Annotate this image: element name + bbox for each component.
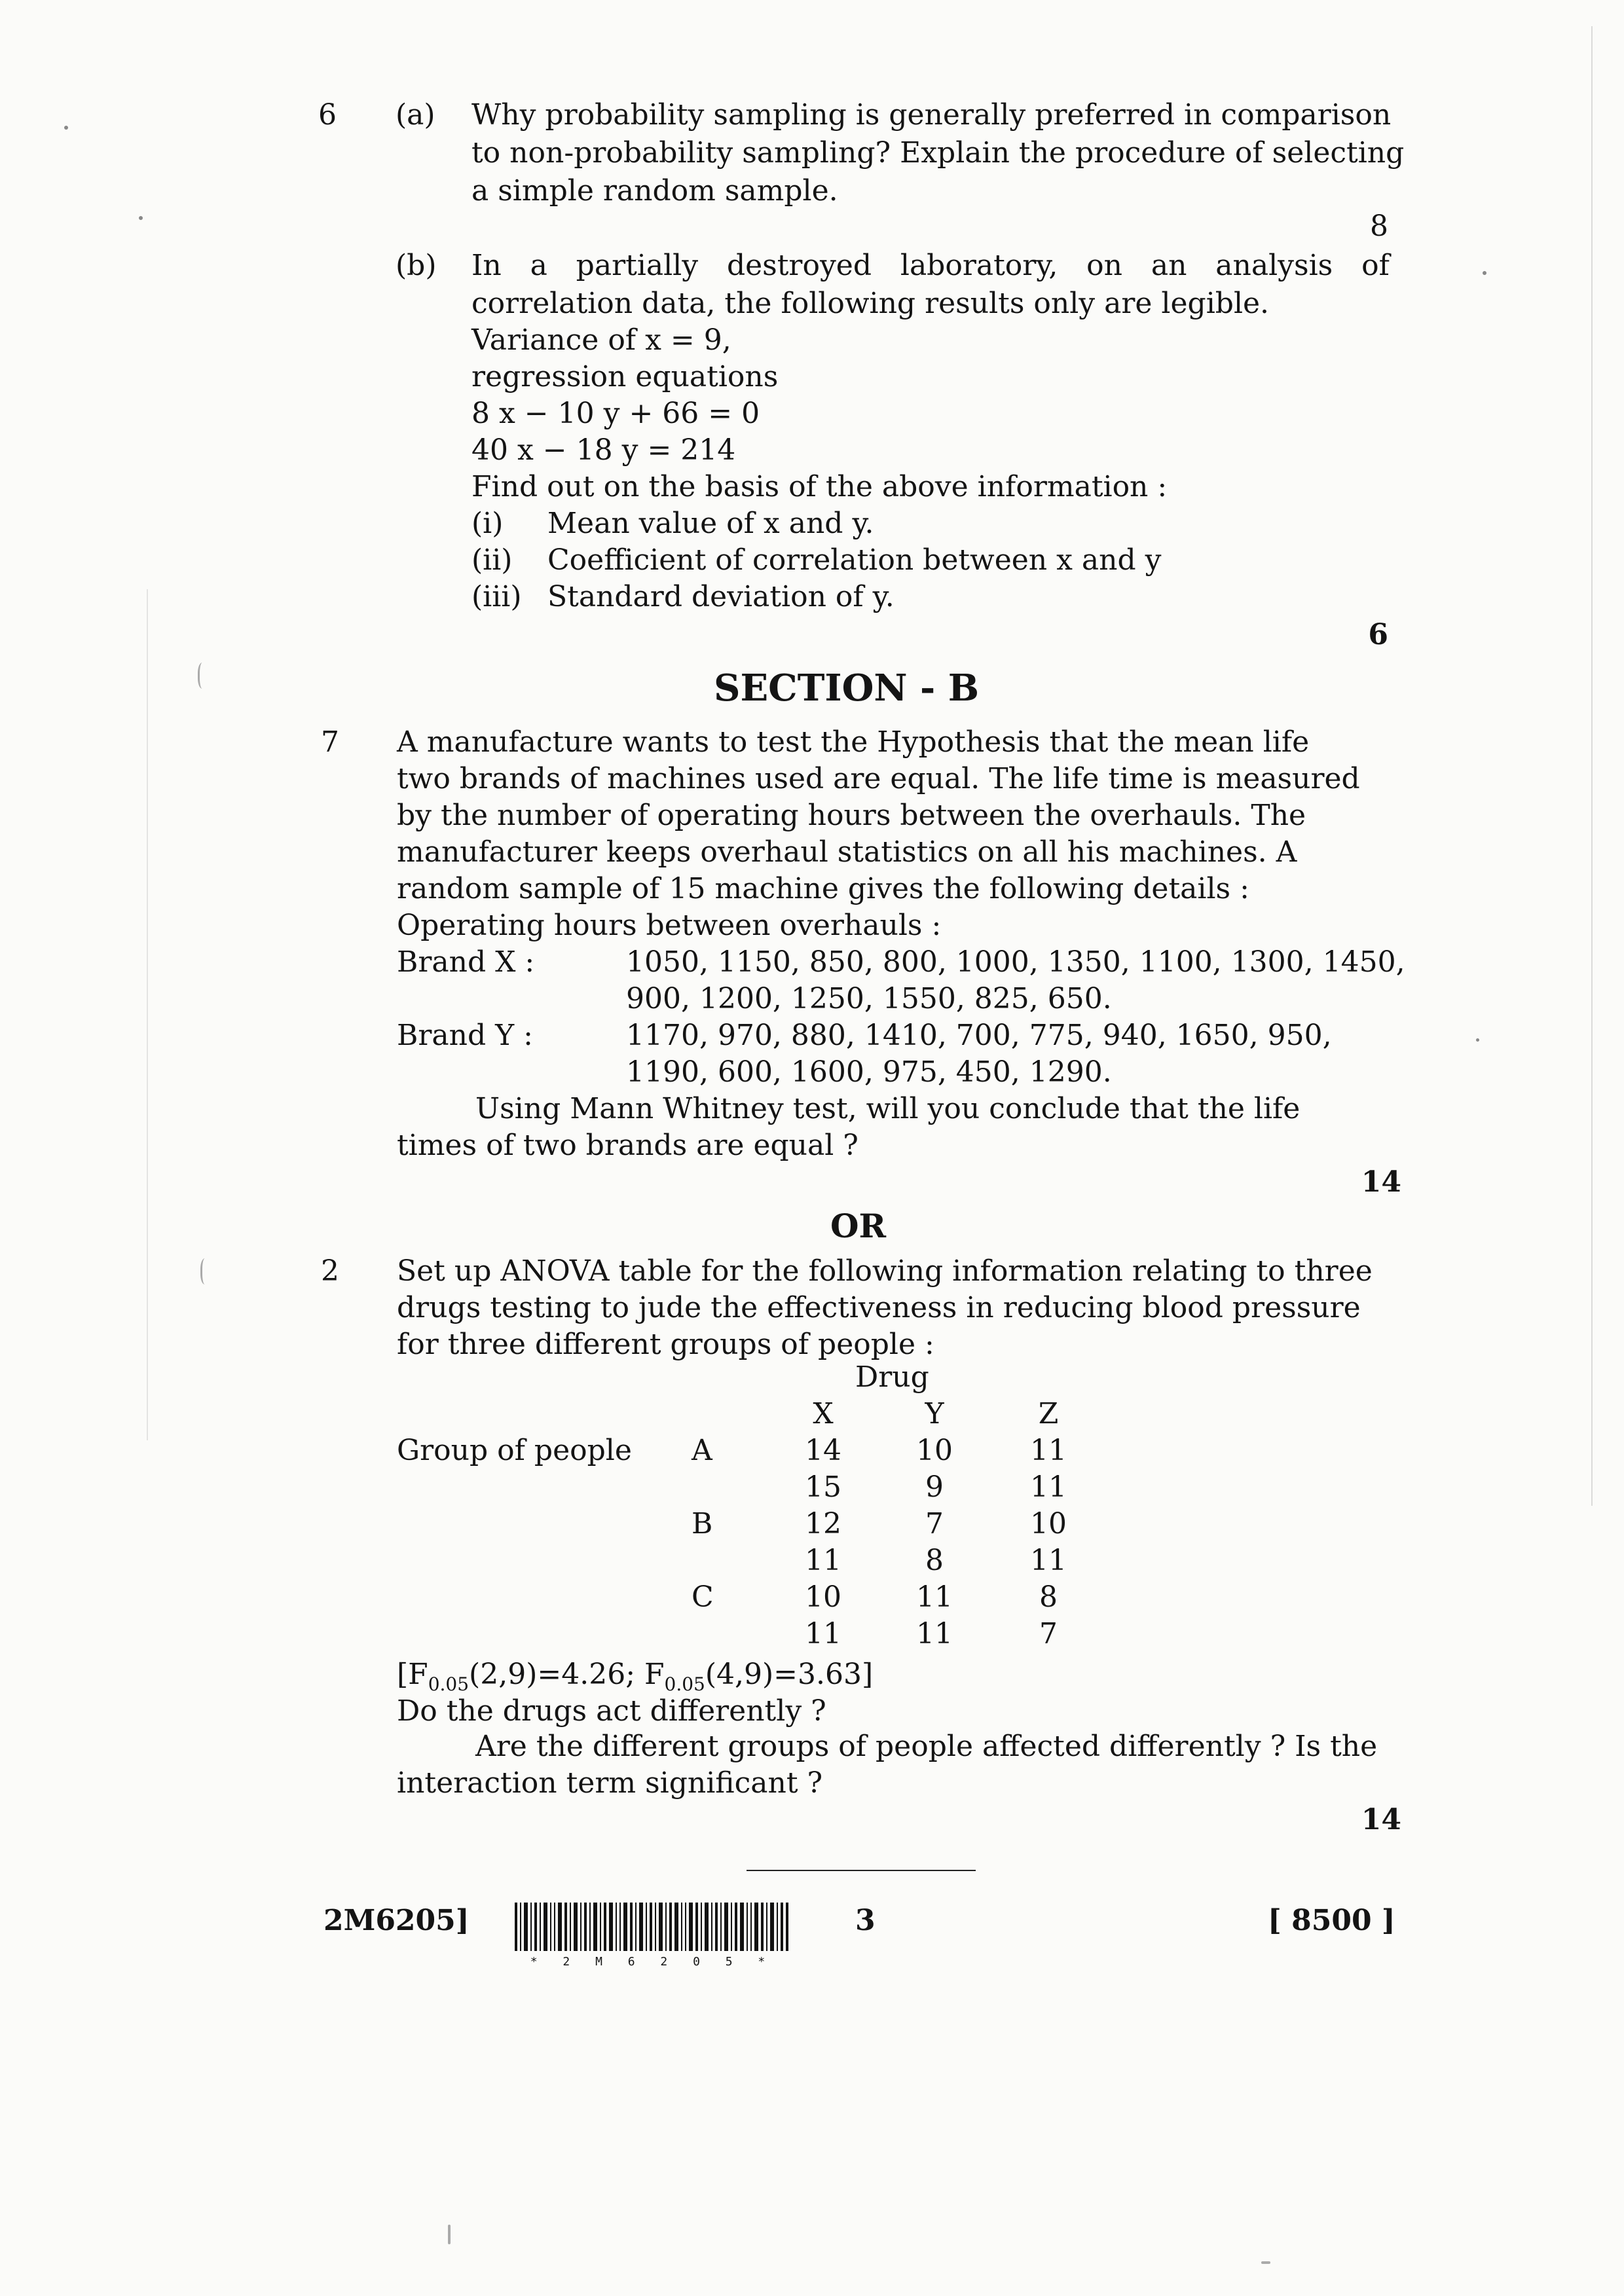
brand-x-values-line-1: 1050, 1150, 850, 800, 1000, 1350, 1100, 1300, 1450, [626,945,1405,979]
table-cell: 15 [805,1470,841,1504]
section-b-heading: SECTION - B [714,666,980,710]
question-6a-label: (a) [396,98,435,132]
word: partially [576,249,699,282]
brand-y-label: Brand Y : [397,1019,533,1052]
word: an [1151,249,1187,282]
question-6b-line-2: correlation data, the following results only are legible. [471,287,1270,320]
table-cell: 11 [916,1617,953,1650]
table-cell: 7 [925,1507,944,1540]
table-cell: 12 [805,1507,841,1540]
total-copies: [ 8500 ] [1268,1904,1395,1937]
question-6b-equation-1: 8 x − 10 y + 66 = 0 [471,397,760,430]
question-6a-line-3: a simple random sample. [471,174,838,208]
scan-edge-line [1591,26,1593,1506]
scan-speck [139,216,143,220]
table-group-c: C [692,1580,714,1614]
f-table-values [397,1656,873,1693]
question-6b-item-3-text: Standard deviation of y. [547,580,895,613]
question-6b-item-1-text: Mean value of x and y. [547,507,874,540]
question-7-closing-line-1: Using Mann Whitney test, will you conclude that the life [475,1092,1301,1125]
brand-x-label: Brand X : [397,945,535,979]
question-6b-label: (b) [396,249,437,282]
scan-speck [448,2225,451,2244]
paper-code: 2M6205] [323,1904,470,1937]
or-separator: OR [830,1207,887,1245]
word: laboratory, [900,249,1058,282]
question-7-line-5: random sample of 15 machine gives the following details : [397,872,1249,905]
table-cell: 10 [1030,1507,1067,1540]
table-cell: 14 [805,1434,841,1467]
word: destroyed [726,249,872,282]
word: on [1086,249,1122,282]
question-6b-item-2-text: Coefficient of correlation between x and y [547,543,1162,577]
table-column-x: X [813,1397,834,1430]
brand-y-values-line-2: 1190, 600, 1600, 975, 450, 1290. [626,1055,1112,1089]
question-7-closing-line-2: times of two brands are equal ? [397,1129,858,1162]
question-6a-line-2: to non-probability sampling? Explain the procedure of selecting [471,136,1405,170]
table-group-b: B [692,1507,713,1540]
question-6b-line-5: Find out on the basis of the above information : [471,470,1168,503]
page-number: 3 [855,1904,876,1937]
table-cell: 11 [1030,1544,1067,1577]
question-2-query-3: interaction term significant ? [397,1766,823,1800]
table-drug-header: Drug [855,1360,929,1394]
question-6b-item-3-number: (iii) [471,580,522,613]
question-6b-line-3: Variance of x = 9, [471,323,731,357]
word: In [471,249,502,282]
question-2-query-1: Do the drugs act differently ? [397,1694,826,1728]
question-7-number: 7 [321,725,339,759]
scan-speck [1476,1038,1479,1042]
f-subscript-2: 0.05 [664,1673,705,1695]
question-2-line-1: Set up ANOVA table for the following information relating to three [397,1254,1373,1288]
word: a [530,249,547,282]
question-7-line-6: Operating hours between overhauls : [397,909,942,942]
scan-speck [1261,2261,1270,2264]
question-6b-marks: 6 [1368,618,1388,651]
question-6a-line-1: Why probability sampling is generally preferred in comparison [471,98,1392,132]
divider-rule [747,1870,976,1871]
f-value-2: (4,9)=3.63] [705,1658,874,1691]
table-cell: 11 [1030,1470,1067,1504]
word: of [1361,249,1390,282]
table-cell: 7 [1039,1617,1058,1650]
table-cell: 11 [805,1617,841,1650]
table-cell: 8 [1039,1580,1058,1614]
question-6b-line-4: regression equations [471,360,779,393]
table-cell: 8 [925,1544,944,1577]
question-6a-marks: 8 [1370,210,1388,243]
question-2-query-2: Are the different groups of people affected differently ? Is the [475,1730,1378,1763]
question-6-number: 6 [318,98,337,132]
question-6b-item-2-number: (ii) [471,543,513,577]
f-value-1: (2,9)=4.26; F [469,1658,665,1691]
question-6b-line-1 [471,247,1390,284]
word: analysis [1215,249,1333,282]
brand-y-values-line-1: 1170, 970, 880, 1410, 700, 775, 940, 1650, 950, [626,1019,1332,1052]
question-2-marks: 14 [1361,1803,1401,1836]
question-7-line-3: by the number of operating hours between the overhauls. The [397,799,1306,832]
question-7-line-2: two brands of machines used are equal. The life time is measured [397,762,1360,795]
question-7-marks: 14 [1361,1165,1401,1199]
scan-speck [64,126,68,130]
scan-speck [198,663,209,689]
table-row-label: Group of people [397,1434,632,1467]
f-subscript-1: 0.05 [428,1673,470,1695]
scan-speck [200,1258,212,1285]
table-cell: 11 [916,1580,953,1614]
barcode-text: * 2 M 6 2 0 5 * [530,1955,775,1969]
table-cell: 10 [805,1580,841,1614]
table-cell: 10 [916,1434,953,1467]
table-cell: 11 [1030,1434,1067,1467]
table-cell: 11 [805,1544,841,1577]
table-cell: 9 [925,1470,944,1504]
question-2-line-3: for three different groups of people : [397,1328,934,1361]
scan-edge-line [147,589,148,1440]
question-6b-item-1-number: (i) [471,507,504,540]
question-7-line-4: manufacturer keeps overhaul statistics on all his machines. A [397,835,1297,869]
f-open: [F [397,1658,428,1691]
question-7-line-1: A manufacture wants to test the Hypothesis that the mean life [397,725,1310,759]
question-2-line-2: drugs testing to jude the effectiveness in reducing blood pressure [397,1291,1361,1324]
barcode [515,1903,790,1975]
table-column-z: Z [1038,1397,1059,1430]
scan-speck [1483,271,1486,275]
table-column-y: Y [925,1397,944,1430]
question-2-number: 2 [321,1254,339,1288]
question-6b-equation-2: 40 x − 18 y = 214 [471,433,736,467]
brand-x-values-line-2: 900, 1200, 1250, 1550, 825, 650. [626,982,1112,1015]
table-group-a: A [692,1434,712,1467]
barcode-bars [515,1903,790,1951]
